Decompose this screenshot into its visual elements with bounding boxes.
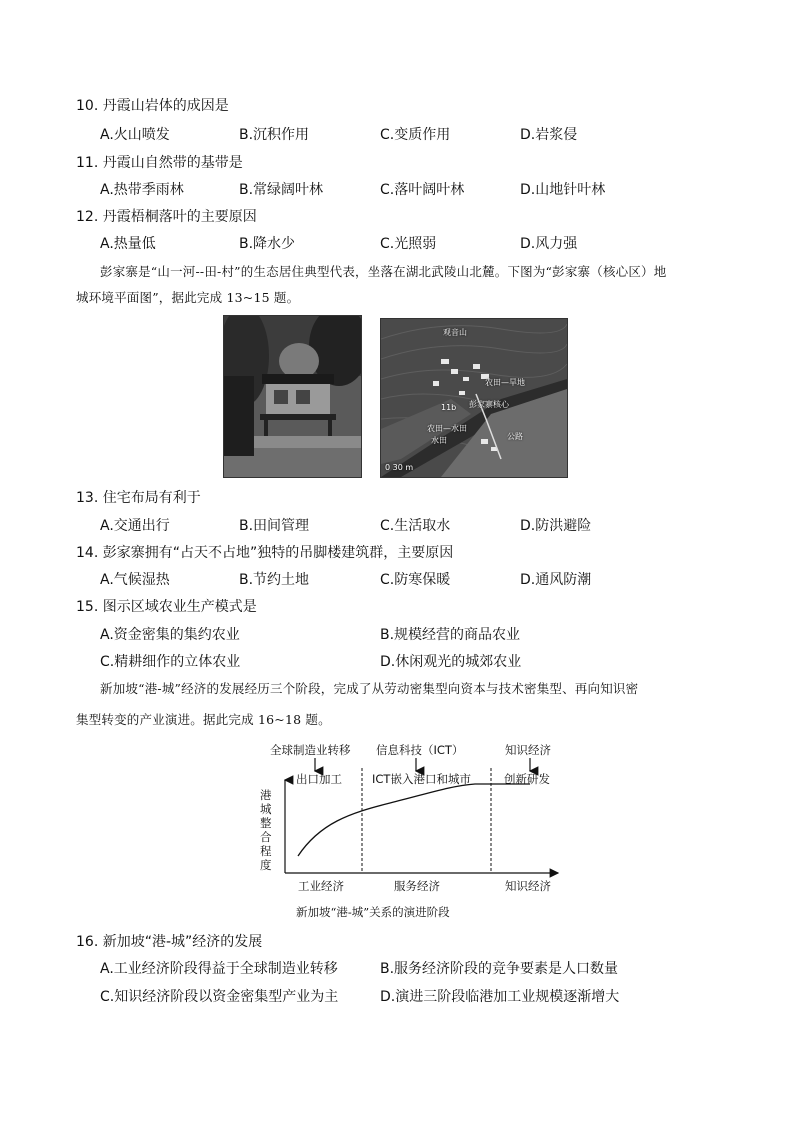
diagram-x-stage-2: 服务经济 (394, 879, 440, 893)
diagram-top-label-1: 全球制造业转移 (270, 743, 351, 757)
diagram-x-stage-3: 知识经济 (505, 879, 551, 893)
question-13-stem: 13. 住宅布局有利于 (76, 490, 201, 506)
question-15-option-d[interactable]: D.休闲观光的城郊农业 (380, 654, 522, 670)
question-13-option-a[interactable]: A.交通出行 (100, 518, 170, 534)
question-13-option-b[interactable]: B.田间管理 (239, 518, 310, 534)
map-scale: 0 30 m (385, 463, 414, 472)
diagram-top-label-3: 知识经济 (505, 743, 551, 757)
question-11-option-b[interactable]: B.常绿阔叶林 (239, 182, 324, 198)
map-label-paddy-field: 农田—水田 (427, 424, 467, 433)
question-12-option-c[interactable]: C.光照弱 (380, 236, 437, 252)
question-16-option-a[interactable]: A.工业经济阶段得益于全球制造业转移 (100, 961, 338, 977)
question-11-stem: 11. 丹霞山自然带的基带是 (76, 155, 243, 171)
question-14-option-d[interactable]: D.通风防潮 (520, 572, 592, 588)
village-photo (223, 315, 362, 478)
map-label-water: 水田 (431, 436, 447, 445)
question-10-option-a[interactable]: A.火山喷发 (100, 127, 170, 143)
diagram-stage-label-3: 创新研发 (504, 772, 550, 786)
diagram-caption: 新加坡“港-城”关系的演进阶段 (296, 905, 450, 919)
question-13-option-d[interactable]: D.防洪避险 (520, 518, 592, 534)
question-15-option-c[interactable]: C.精耕细作的立体农业 (100, 654, 241, 670)
diagram-top-label-2: 信息科技（ICT） (376, 743, 464, 757)
question-12-stem: 12. 丹霞梧桐落叶的主要原因 (76, 209, 257, 225)
intro-13-15-line-2: 城环境平面图”，据此完成 13~15 题。 (76, 290, 300, 305)
map-label-road: 公路 (507, 432, 523, 441)
question-14-option-a[interactable]: A.气候湿热 (100, 572, 170, 588)
question-10-option-d[interactable]: D.岩浆侵 (520, 127, 578, 143)
map-label-village: 彭家寨核心 (469, 400, 509, 409)
question-11-option-d[interactable]: D.山地针叶林 (520, 182, 606, 198)
question-12-option-b[interactable]: B.降水少 (239, 236, 296, 252)
diagram-stage-label-1: 出口加工 (296, 772, 342, 786)
question-15-stem: 15. 图示区域农业生产模式是 (76, 599, 257, 615)
intro-13-15-line-1: 彭家寨是“山一河--田-村”的生态居住典型代表，坐落在湖北武陵山北麓。下图为“彭家寨（核心区）地 (100, 264, 667, 279)
diagram-graphics (250, 738, 570, 923)
question-16-option-d[interactable]: D.演进三阶段临港加工业规模逐渐增大 (380, 989, 620, 1005)
question-10-option-b[interactable]: B.沉积作用 (239, 127, 310, 143)
map-label-dry-field: 农田—旱地 (485, 378, 525, 387)
question-13-option-c[interactable]: C.生活取水 (380, 518, 451, 534)
question-15-option-a[interactable]: A.资金密集的集约农业 (100, 627, 240, 643)
diagram-stage-label-2: ICT嵌入港口和城市 (372, 772, 471, 786)
question-10-stem: 10. 丹霞山岩体的成因是 (76, 98, 229, 114)
diagram-x-stage-1: 工业经济 (298, 879, 344, 893)
question-16-option-b[interactable]: B.服务经济阶段的竞争要素是人口数量 (380, 961, 619, 977)
village-map (380, 318, 568, 478)
diagram-y-axis-label: 港城整合程度 (260, 788, 272, 872)
question-15-option-b[interactable]: B.规模经营的商品农业 (380, 627, 521, 643)
map-label-hill: 观音山 (443, 328, 467, 337)
question-14-option-b[interactable]: B.节约土地 (239, 572, 310, 588)
intro-16-18-line-1: 新加坡“港-城”经济的发展经历三个阶段，完成了从劳动密集型向资本与技术密集型、再向知识密 (100, 681, 639, 696)
map-label-mark: 11b (441, 403, 457, 412)
village-photo-image (224, 316, 361, 477)
question-12-option-a[interactable]: A.热量低 (100, 236, 156, 252)
village-map-image (381, 319, 567, 477)
question-10-option-c[interactable]: C.变质作用 (380, 127, 451, 143)
question-16-stem: 16. 新加坡“港-城”经济的发展 (76, 934, 263, 950)
question-14-stem: 14. 彭家寨拥有“占天不占地”独特的吊脚楼建筑群，主要原因 (76, 545, 454, 561)
question-16-option-c[interactable]: C.知识经济阶段以资金密集型产业为主 (100, 989, 339, 1005)
question-11-option-a[interactable]: A.热带季雨林 (100, 182, 184, 198)
port-city-diagram (250, 738, 570, 923)
question-12-option-d[interactable]: D.风力强 (520, 236, 578, 252)
question-11-option-c[interactable]: C.落叶阔叶林 (380, 182, 465, 198)
question-14-option-c[interactable]: C.防寒保暖 (380, 572, 451, 588)
intro-16-18-line-2: 集型转变的产业演进。据此完成 16~18 题。 (76, 712, 331, 727)
diagram-curve (298, 784, 530, 856)
